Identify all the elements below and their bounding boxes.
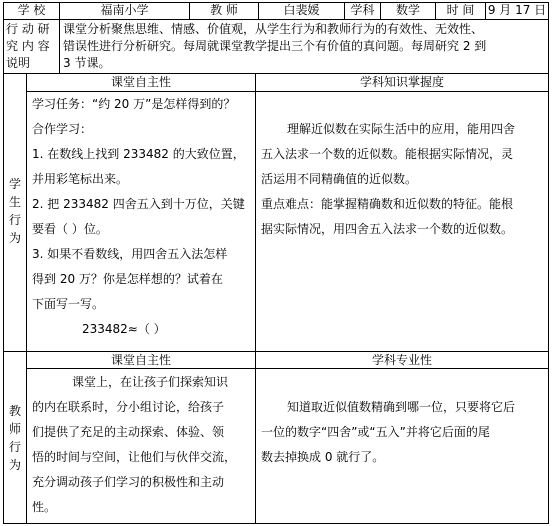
research-content-line: 3 节课。: [63, 56, 111, 70]
teacher-note-line: 的内在联系时，分小组讨论，给孩子: [32, 400, 225, 414]
knowledge-line: 理解近似数在实际生活中的应用，能用四舍: [287, 122, 516, 136]
school-value: 福南小学: [100, 3, 149, 17]
task-line: 1. 在数线上找到 233482 的大致位置，: [32, 147, 245, 161]
teacher-right-content: [261, 395, 547, 470]
teacher-note-line: 们提供了充足的主动探索、体验、领: [32, 425, 225, 439]
teacher-note-line: 悟的时间与空间，让他们与伙伴交流，: [32, 450, 237, 464]
teacher-side-label: 教 师 行 为: [8, 404, 21, 472]
professional-line: 一位的数字“四舍”或“五入”并将它后面的尾: [261, 425, 490, 439]
professional-line: 知道取近似值数精确到哪一位，只要将它后: [287, 400, 516, 414]
student-left-content: [32, 92, 254, 342]
research-content: [63, 21, 547, 72]
table-border-left: [3, 2, 4, 524]
teacher-note-line: 充分调动孩子们学习的积极性和主动: [32, 475, 225, 489]
teacher-note-line: 课堂上，在让孩子们探索知识: [72, 375, 229, 389]
teacher-note-line: 性。: [32, 500, 57, 514]
research-label-line: 究 内 容: [6, 39, 50, 53]
answer-blank: 233482≈（ ）: [82, 322, 166, 336]
key-points-line: 重点难点：能掌握精确数和近似数的特征。能根: [261, 197, 514, 211]
research-content-line: 错误性进行分析研究。每周就课堂教学提出三个有价值的真问题。每周研究 2 到: [63, 39, 487, 53]
research-label: [6, 21, 58, 72]
learning-task: 学习任务：“约 20 万”是怎样得到的？: [32, 97, 236, 111]
task-line: 下面写一写。: [32, 297, 105, 311]
subject-label: 学科: [350, 3, 375, 17]
research-label-line: 说明: [6, 56, 31, 70]
teacher-left-content: [32, 370, 254, 520]
row-line-5: [26, 368, 549, 369]
table-border-right: [548, 2, 549, 524]
task-line: 3. 如果不看数线，用四舍五入法怎样: [32, 247, 228, 261]
col-line-side: [26, 73, 27, 524]
teacher-value: 白裴媛: [283, 3, 320, 17]
knowledge-line: 活运用不同精确值的近似数。: [261, 172, 418, 186]
time-label: 时 间: [446, 3, 475, 17]
knowledge-line: 五入法求一个数的近似数。能根据实际情况，灵: [261, 147, 514, 161]
student-right-content: [261, 117, 547, 242]
teacher-right-header: 学科专业性: [371, 353, 432, 367]
key-points-line: 据实际情况，用四舍五入法求一个数的近似数。: [261, 222, 514, 236]
col-line-research: [59, 19, 60, 74]
task-line: 2. 把 233482 四舍五入到十万位，关键: [32, 197, 245, 211]
task-line: 得到 20 万？你是怎样想的？试着在: [32, 272, 223, 286]
row-line-1: [3, 19, 549, 20]
teacher-left-header: 课堂自主性: [110, 353, 171, 367]
cooperative-learning: 合作学习：: [32, 122, 93, 136]
research-label-line: 行 动 研: [6, 22, 50, 36]
row-line-2: [3, 73, 549, 74]
time-value: 9 月 17 日: [487, 3, 547, 17]
task-line: 并用彩笔标出来。: [32, 172, 129, 186]
table-border-bottom: [3, 523, 549, 524]
task-line: 要看（ ）位。: [32, 222, 108, 236]
school-label: 学 校: [17, 3, 46, 17]
student-right-header: 学科知识掌握度: [359, 75, 444, 89]
research-content-line: 课堂分析聚焦思维、情感、价值观，从学生行为和教师行为的有效性、无效性、: [63, 22, 484, 36]
student-left-header: 课堂自主性: [110, 75, 171, 89]
professional-line: 数去掉换成 0 就行了。: [261, 450, 385, 464]
subject-value: 数学: [395, 3, 420, 17]
col-line-middle: [255, 73, 256, 524]
row-line-4: [3, 351, 549, 352]
student-side-label: 学 生 行 为: [8, 177, 21, 245]
teacher-label: 教 师: [210, 3, 238, 17]
